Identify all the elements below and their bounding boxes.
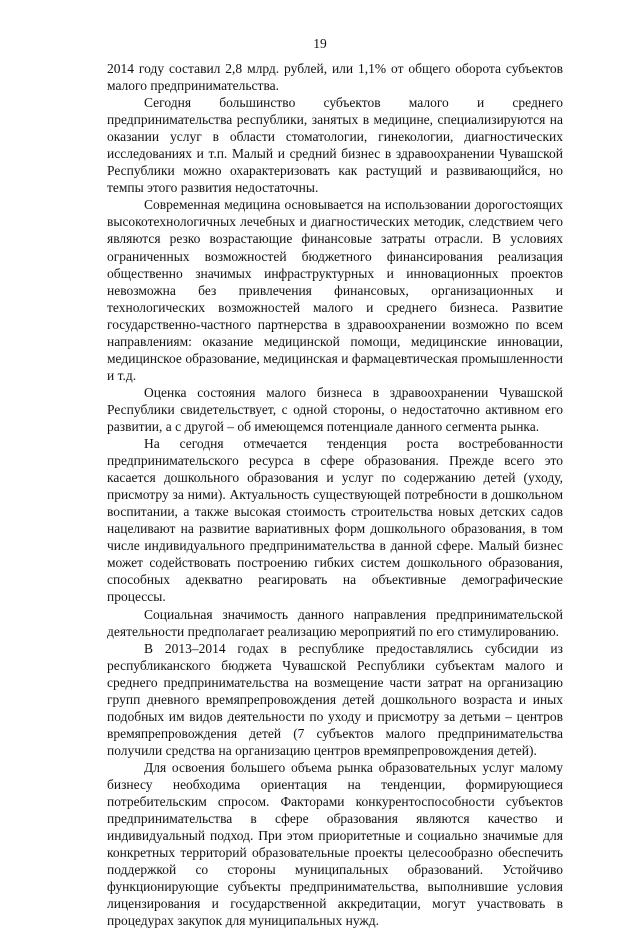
paragraph-medicine-specialization: Сегодня большинство субъектов малого и среднего предпринимательства республики, занятых в медицине, специализируются на оказании услуг в области стоматологии, гинекологии, диагностических исследованиях и т.п. Малый и средний бизнес в здравоохранении Чувашской Республики можно охарактеризовать как растущий и развивающийся, но темпы этого развития недостаточны. xyxy=(107,95,563,196)
paragraph-healthcare-assessment: Оценка состояния малого бизнеса в здравоохранении Чувашской Республики свидетельствует, с одной стороны, о недостаточно активном его развитии, а с другой – об имеющемся потенциале данного сегмента рынка. xyxy=(107,384,563,434)
paragraph-education-market: Для освоения большего объема рынка образовательных услуг малому бизнесу необходима ориентация на тенденции, формирующиеся потребительским спросом. Факторами конкурентоспособности субъектов предпринимательства в сфере образования являются качество и индивидуальный подход. При этом приоритетные и социально значимые для конкретных территорий образовательные проекты целесообразно обеспечить поддержкой со стороны муниципальных образований. Устойчиво функционирующие субъекты предпринимательства, выполнившие условия лицензирования и государственной аккредитации, могут участвовать в процедурах закупок для муниципальных нужд. xyxy=(107,759,563,929)
paragraph-subsidies: В 2013–2014 годах в республике предоставлялись субсидии из республиканского бюджета Чувашской Республики субъектам малого и среднего предпринимательства на возмещение части затрат на организацию групп дневного времяпрепровождения детей дошкольного возраста и иных подобных им видов деятельности по уходу и присмотру за детьми – центров времяпрепровождения детей (7 субъектов малого предпринимательства получили средства на организацию центров времяпрепровождения детей). xyxy=(107,640,563,758)
paragraph-continuation: 2014 году составил 2,8 млрд. рублей, или 1,1% от общего оборота субъектов малого предпринимательства. xyxy=(107,61,563,94)
paragraph-modern-medicine: Современная медицина основывается на использовании дорогостоящих высокотехнологичных лечебных и диагностических методик, следствием чего являются резко возрастающие финансовые затраты отрасли. В условиях ограниченных возможностей бюджетного финансирования реализация общественно значимых инфраструктурных и инновационных проектов невозможна без привлечения финансовых, организационных и технологических возможностей малого и среднего бизнеса. Развитие государственно-частного партнерства в здравоохранении возможно по всем направлениям: оказание медицинской помощи, медицинские инновации, медицинское образование, медицинская и фармацевтическая промышленности и т.д. xyxy=(107,197,563,383)
paragraph-social-significance: Социальная значимость данного направления предпринимательской деятельности предполагает реализацию мероприятий по его стимулированию. xyxy=(107,606,563,639)
page-number: 19 xyxy=(313,36,327,51)
paragraph-education-demand: На сегодня отмечается тенденция роста востребованности предпринимательского ресурса в сфере образования. Прежде всего это касается дошкольного образования и услуг по содержанию детей (уходу, присмотру за ними). Актуальность существующей потребности в дошкольном воспитании, а также высокая стоимость строительства новых детских садов нацеливают на развитие вариативных форм дошкольного образования, в том числе индивидуального предпринимательства в данной сфере. Малый бизнес может содействовать построению гибких систем дошкольного образования, способных адекватно реагировать на объективные демографические процессы. xyxy=(107,436,563,605)
body-text xyxy=(107,60,563,929)
